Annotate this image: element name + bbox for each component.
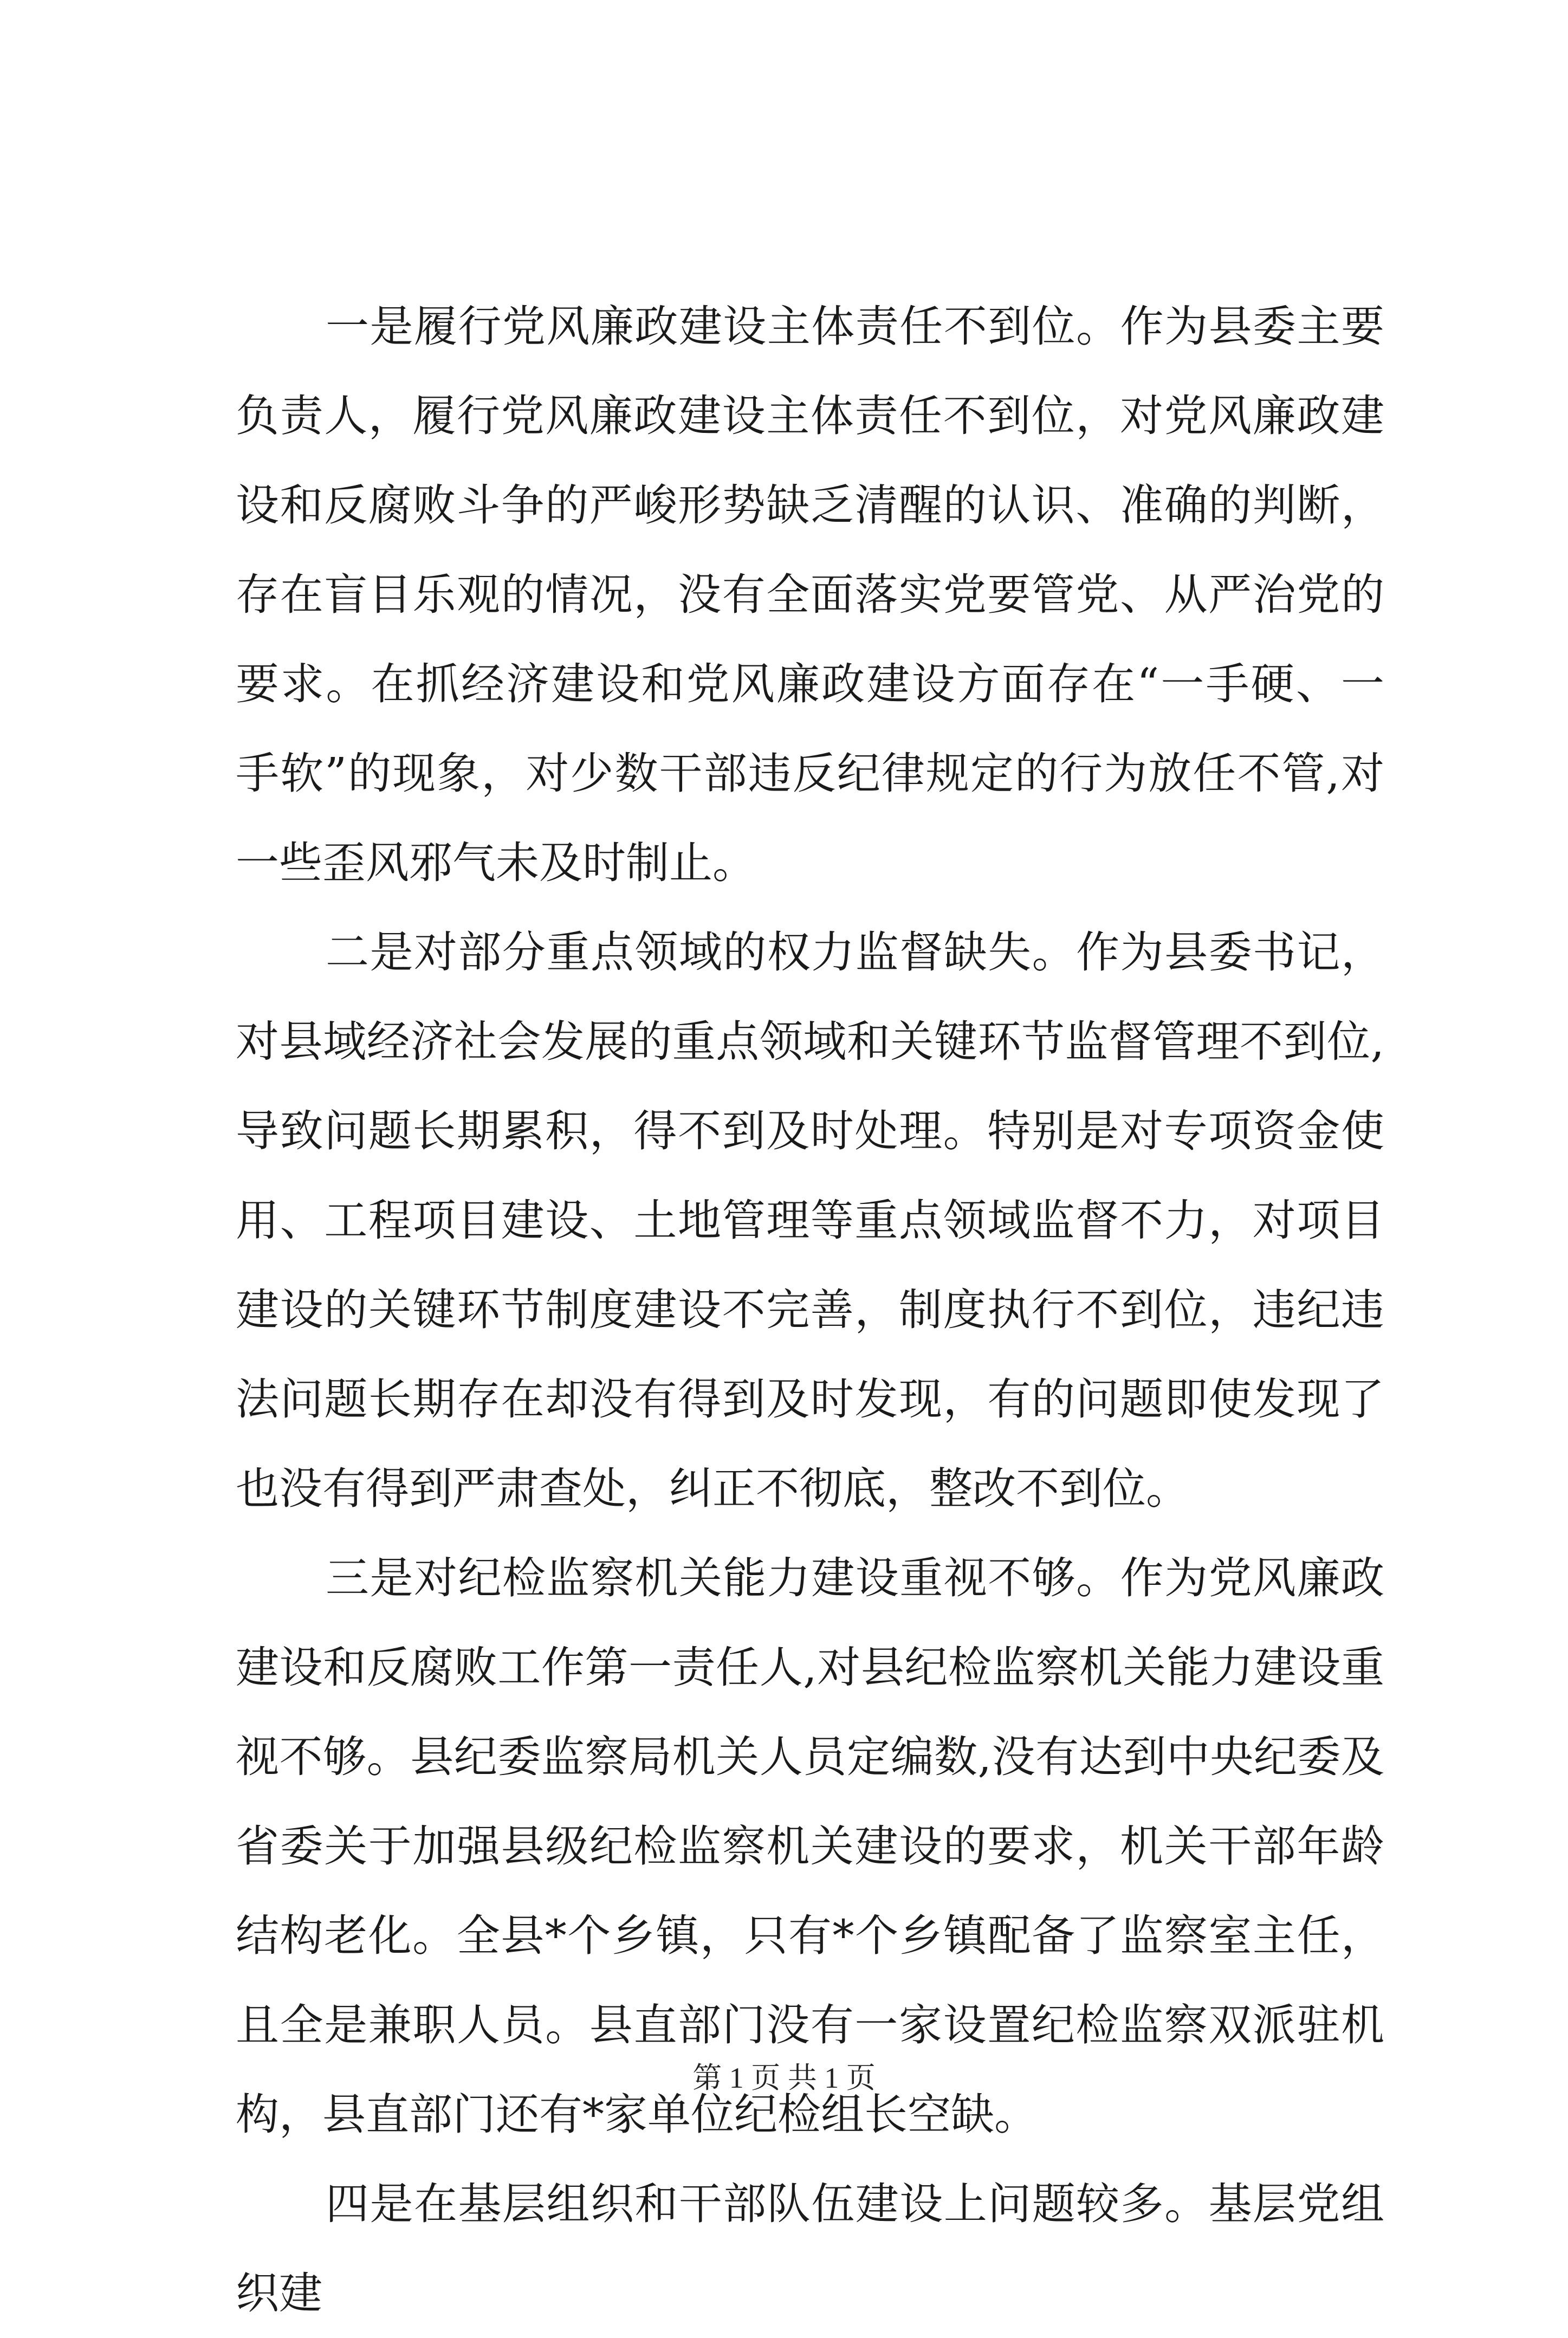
paragraph-4: 四是在基层组织和干部队伍建设上问题较多。基层党组织建 <box>236 2179 1384 2318</box>
document-body <box>236 282 1384 2338</box>
paragraph-3: 三是对纪检监察机关能力建设重视不够。作为党风廉政建设和反腐败工作第一责任人,对县纪检监察机关能力建设重视不够。县纪委监察局机关人员定编数,没有达到中央纪委及省委关于加强县级纪检监察机关建设的要求，机关干部年龄结构老化。全县*个乡镇，只有*个乡镇配备了监察室主任，且全是兼职人员。县直部门没有一家设置纪检监察双派驻机构，县直部门还有*家单位纪检组长空缺。 <box>236 1553 1384 2140</box>
page-number-footer: 第 1 页 共 1 页 <box>692 2062 876 2094</box>
paragraph-1: 一是履行党风廉政建设主体责任不到位。作为县委主要负责人，履行党风廉政建设主体责任不到位，对党风廉政建设和反腐败斗争的严峻形势缺乏清醒的认识、准确的判断，存在盲目乐观的情况，没有全面落实党要管党、从严治党的要求。在抓经济建设和党风廉政建设方面存在“一手硬、一手软”的现象，对少数干部违反纪律规定的行为放任不管,对一些歪风邪气未及时制止。 <box>236 301 1384 888</box>
paragraph-2: 二是对部分重点领域的权力监督缺失。作为县委书记，对县域经济社会发展的重点领域和关键环节监督管理不到位,导致问题长期累积，得不到及时处理。特别是对专项资金使用、工程项目建设、土地管理等重点领域监督不力，对项目建设的关键环节制度建设不完善，制度执行不到位，违纪违法问题长期存在却没有得到及时发现，有的问题即使发现了也没有得到严肃查处，纠正不彻底，整改不到位。 <box>236 927 1384 1514</box>
